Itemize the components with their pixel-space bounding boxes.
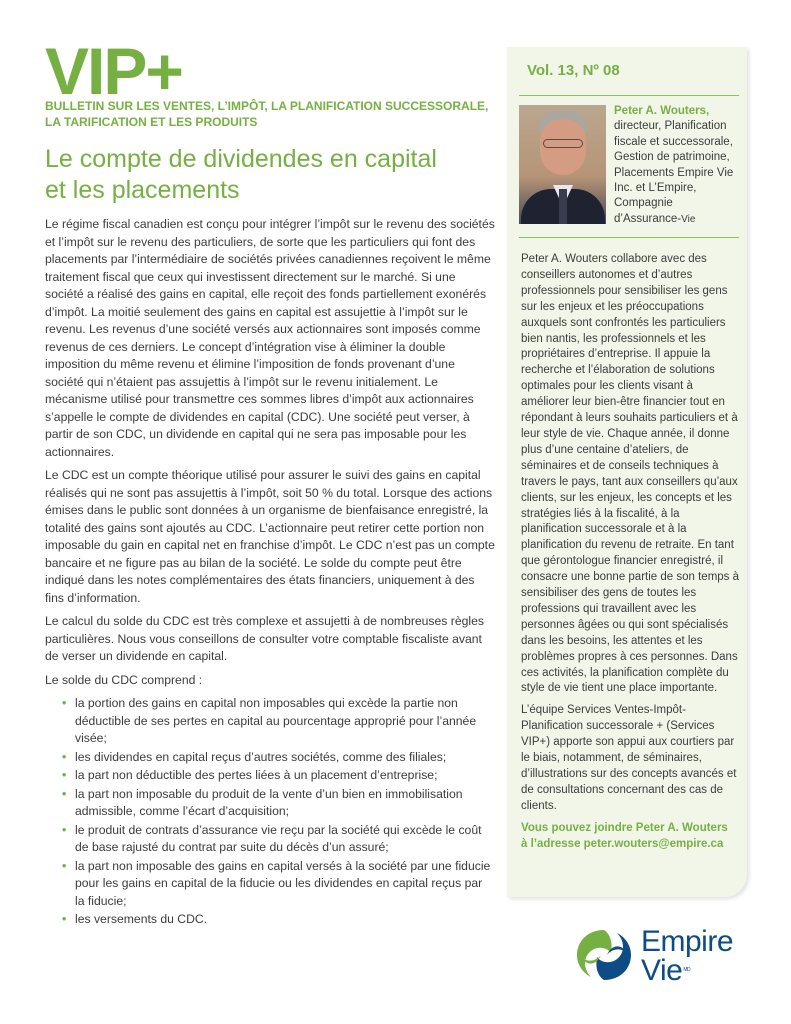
paragraph-solde: Le solde du CDC comprend : (45, 672, 203, 687)
list-item: • la portion des gains en capital non imposables qui excède la partie non déductible de ses pertes en capital au pourcentage approprié pour l’année visée; (62, 696, 477, 745)
brand-name-line-1: Empire (641, 925, 734, 958)
brand-name (641, 927, 733, 985)
paragraph-intro: Le régime fiscal canadien est conçu pour intégrer l’impôt sur le revenu des sociétés et l’impôt sur le revenu des particuliers, de sorte que les particuliers qui font des placements par l’intermédiaire de sociétés privées canadiennes reçoivent le même traitement fiscal que ceux qui investissent directement sur le marché. Si une société a réalisé des gains en capital, elle reçoit des fonds partiellement exonérés d’impôt. La moitié seulement des gains en capital est assujettie à l’impôt sur le revenu. Les revenus d’une société versés aux actionnaires sont imposés comme revenus de ces derniers. Le concept d’intégration vise à éliminer la double imposition du même revenu et élimine l’imposition de fonds provenant d’une société qui n’étaient pas assujettis à l’impôt sur le revenu initialement. Le mécanisme utilisé pour transmettre ces sommes libres d’impôt aux actionnaires s’appelle le compte de dividendes en capital (CDC). Une société peut verser, à partir de son CDC, un dividende en capital qui ne sera pas imposable pour les actionnaires. (45, 217, 495, 459)
masthead-subtitle (45, 98, 495, 130)
empire-vie-swirl-icon (573, 927, 635, 983)
sidebar-divider-bottom (519, 237, 739, 238)
author-sidebar (507, 47, 747, 897)
list-item: • la part non imposable du produit de la vente d’un bien en immobilisation admissible, comme l’écart d’acquisition; (62, 786, 463, 818)
bullet-icon: • (62, 749, 67, 764)
volume-number: Vol. 13, Nº 08 (527, 62, 620, 79)
paragraph-calcul: Le calcul du solde du CDC est très complexe et assujetti à de nombreuses règles particulières. Nous vous conseillons de consulter votre comptable fiscaliste avant de verser un dividende en capital. (45, 614, 484, 663)
contact-info (521, 821, 743, 853)
bio-paragraph: Peter A. Wouters collabore avec des conseillers autonomes et d’autres professionnels pour sensibiliser les gens sur les enjeux et les préoccupations auxquels sont confrontés les particuliers bien nantis, les professionnels et les propriétaires d’entreprise. Il appuie la recherche et l’élaboration de solutions optimales pour les clients visant à améliorer leur bien-être financier tout en répondant à leurs souhaits particuliers et à leur style de vie. Chaque année, il donne plus d’une centaine d’ateliers, de séminaires et de conseils techniques à travers le pays, tant aux conseillers qu’aux clients, sur les enjeux, les concepts et les stratégies liés à la fiscalité, à la planification successorale et à la planification du revenu de retraite. En tant que gérontologue financier enregistré, il consacre une bonne partie de son temps à sensibiliser des gens de toutes les professions qui travaillent avec les personnes âgées ou qui sont spécialisés dans les besoins, les attentes et les problèmes propres à ces personnes. Dans ces activités, la planification complète du style de vie tient une place importante. (521, 253, 740, 695)
subtitle-line-1: BULLETIN SUR LES VENTES, L’IMPÔT, LA PLANIFICATION SUCCESSORALE, (45, 99, 489, 113)
paragraph-cdc: Le CDC est un compte théorique utilisé pour assurer le suivi des gains en capital réalisés qui ne sont pas assujettis à l’impôt, soit 50 % du total. Lorsque des actions émises dans le public sont données à un organisme de bienfaisance enregistré, la totalité des gains sont ajoutés au CDC. L’actionnaire peut retirer cette portion non imposable du gain en capital net en franchise d’impôt. Le CDC n’est pas un compte bancaire et ne figure pas au bilan de la société. Le solde du compte peut être indiqué dans les notes complémentaires des états financiers, uniquement à des fins d’information. (45, 468, 495, 605)
bullet-icon: • (62, 912, 67, 926)
bullet-icon: • (62, 822, 67, 837)
bullet-icon: • (62, 696, 67, 710)
bullet-icon: • (62, 858, 67, 873)
brand-mark: MD (683, 967, 691, 973)
author-title-end: Vie (681, 213, 696, 225)
list-item: • les versements du CDC. (45, 911, 495, 929)
sidebar-divider-top (519, 95, 739, 96)
bullet-icon: • (62, 786, 67, 801)
vip-plus-logo: VIP+ (45, 34, 182, 108)
title-line-2: et les placements (45, 176, 240, 204)
cdc-components-list (45, 695, 495, 929)
list-item: • le produit de contrats d’assurance vie reçu par la société qui excède le coût de base rajusté du contrat par suite du décès d’un assuré; (62, 822, 482, 854)
subtitle-line-2: LA TARIFICATION ET LES PRODUITS (45, 115, 258, 129)
brand-name-line-2: Vie$^{MD}$ (641, 954, 691, 987)
list-item: • les dividendes en capital reçus d’autres sociétés, comme des filiales; (45, 749, 495, 767)
author-bio (521, 252, 743, 853)
author-title: directeur, Planification fiscale et successorale, Gestion de patrimoine, Placements Empire Vie Inc. et L’Empire, Compagnie d’Assurance- (614, 120, 734, 225)
bio-paragraph: L’équipe Services Ventes-Impôt-Planification successorale + (Services VIP+) apporte son appui aux courtiers par le biais, notamment, de séminaires, d’illustrations sur des concepts avancés et de consultations concernant des cas de clients. (521, 704, 737, 812)
article-body (45, 216, 495, 930)
bullet-icon: • (62, 768, 67, 782)
article-title (45, 144, 495, 206)
contact-email-link[interactable]: à l’adresse peter.wouters@empire.ca (521, 837, 724, 850)
list-item: • la part non imposable des gains en capital versés à la société par une fiducie pour les gains en capital de la fiducie ou les dividendes en capital reçus par la fiducie; (62, 858, 491, 908)
author-photo (519, 105, 606, 224)
list-item: • la part non déductible des pertes liées à un placement d’entreprise; (45, 767, 495, 785)
empire-vie-logo (573, 927, 763, 987)
author-name: Peter A. Wouters, (614, 105, 710, 117)
title-line-1: Le compte de dividendes en capital (45, 145, 437, 173)
author-credentials (614, 104, 739, 227)
contact-line-1: Vous pouvez joindre Peter A. Wouters (521, 821, 728, 834)
